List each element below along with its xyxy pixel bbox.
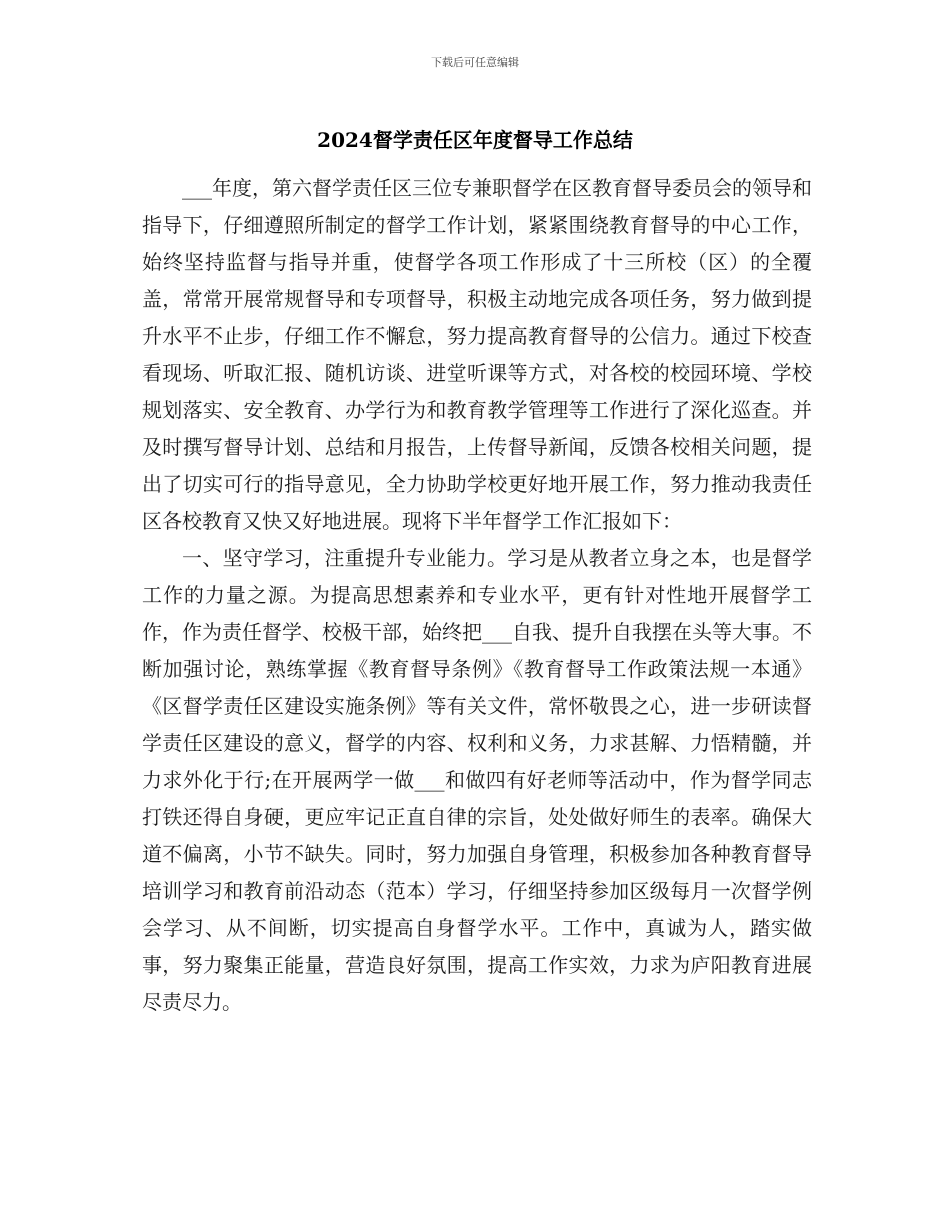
header-note: 下载后可任意编辑 [431,56,519,69]
document-title: 2024督学责任区年度督导工作总结 [317,128,633,152]
paragraph-section-one: 一、坚守学习，注重提升专业能力。学习是从教者立身之本，也是督学工作的力量之源。为提高思想素养和专业水平，更有针对性地开展督学工作，作为责任督学、校极干部，始终把___自我、提升自我摆在头等大事。不断加强讨论，熟练掌握《教育督导条例》《教育督导工作政策法规一本通》《区督学责任区建设实施条例》等有关文件，常怀敬畏之心，进一步研读督学责任区建设的意义，督学的内容、权利和义务，力求甚解、力悟精髓，并力求外化于行;在开展两学一做___和做四有好老师等活动中，作为督学同志打铁还得自身硬，更应牢记正直自律的宗旨，处处做好师生的表率。确保大道不偏离，小节不缺失。同时，努力加强自身管理，积极参加各种教育督导培训学习和教育前沿动态（范本）学习，仔细坚持参加区级每月一次督学例会学习、从不间断，切实提高自身督学水平。工作中，真诚为人，踏实做事，努力聚集正能量，营造良好氛围，提高工作实效，力求为庐阳教育进展尽责尽力。 [142,546,812,1014]
document-body [142,170,812,1021]
paragraph-intro: ___年度，第六督学责任区三位专兼职督学在区教育督导委员会的领导和指导下，仔细遵照所制定的督学工作计划，紧紧围绕教育督导的中心工作，始终坚持监督与指导并重，使督学各项工作形成了十三所校（区）的全覆盖，常常开展常规督导和专项督导，积极主动地完成各项任务，努力做到提升水平不止步，仔细工作不懈怠，努力提高教育督导的公信力。通过下校查看现场、听取汇报、随机访谈、进堂听课等方式，对各校的校园环境、学校规划落实、安全教育、办学行为和教育教学管理等工作进行了深化巡查。并及时撰写督导计划、总结和月报告，上传督导新闻，反馈各校相关问题，提出了切实可行的指导意见，全力协助学校更好地开展工作，努力推动我责任区各校教育又快又好地进展。现将下半年督学工作汇报如下： [142,176,812,533]
